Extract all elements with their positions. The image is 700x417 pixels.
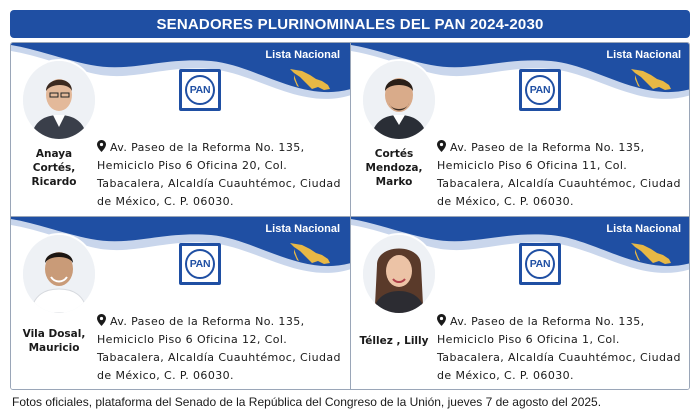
senator-name [13,147,95,189]
pan-logo-text: PAN [529,84,551,96]
pan-logo [179,69,221,111]
office-address [437,313,687,385]
senator-name-line: Anaya [35,148,73,160]
lista-nacional-badge: Lista Nacional [265,223,340,235]
senator-photo [363,61,435,139]
pan-logo [519,243,561,285]
lista-nacional-badge: Lista Nacional [606,49,681,61]
senator-name-line: Mendoza, [365,162,423,174]
office-address-text: Av. Paseo de la Reforma No. 135, Hemiciclo Piso 6 Oficina 1, Col. Tabacalera, Alcaldía Cuauhtémoc, Ciudad de México, C. P. 06030. [437,315,681,382]
senator-photo [23,235,95,313]
location-pin-icon [97,140,106,152]
senator-card [351,43,690,217]
senator-name-line: Mauricio [28,342,80,354]
senator-name-line: Marko [375,176,413,188]
senator-name [13,327,95,355]
office-address-text: Av. Paseo de la Reforma No. 135, Hemiciclo Piso 6 Oficina 20, Col. Tabacalera, Alcaldía Cuauhtémoc, Ciudad de México, C. P. 06030. [97,141,341,208]
pan-logo-text: PAN [189,84,211,96]
lista-nacional-badge: Lista Nacional [265,49,340,61]
senator-name [353,147,435,189]
office-address [97,313,347,385]
location-pin-icon [437,314,446,326]
senator-card [11,43,351,217]
pan-logo [519,69,561,111]
office-address-text: Av. Paseo de la Reforma No. 135, Hemiciclo Piso 6 Oficina 12, Col. Tabacalera, Alcaldía Cuauhtémoc, Ciudad de México, C. P. 06030. [97,315,341,382]
pan-logo-text: PAN [529,258,551,270]
page-title: SENADORES PLURINOMINALES DEL PAN 2024-2030 [156,15,544,33]
senator-name-line: Téllez , Lilly [359,335,429,347]
office-address-text: Av. Paseo de la Reforma No. 135, Hemiciclo Piso 6 Oficina 11, Col. Tabacalera, Alcaldía Cuauhtémoc, Ciudad de México, C. P. 06030. [437,141,681,208]
senators-grid [10,42,690,390]
mexico-map-icon [288,239,332,267]
pan-logo [179,243,221,285]
pan-logo-text: PAN [189,258,211,270]
lista-nacional-badge: Lista Nacional [606,223,681,235]
senator-card [11,217,351,390]
location-pin-icon [97,314,106,326]
senator-name-line: Cortés [374,148,414,160]
mexico-map-icon [629,239,673,267]
office-address [97,139,347,211]
office-address [437,139,687,211]
photo-credit-caption: Fotos oficiales, plataforma del Senado de la República del Congreso de la Unión, jueves 7 de agosto del 2025. [12,395,602,409]
senator-name-line: Vila Dosal, [22,328,86,340]
senator-name-line: Ricardo [31,176,77,188]
mexico-map-icon [629,65,673,93]
mexico-map-icon [288,65,332,93]
senator-photo [363,235,435,313]
senator-card [351,217,690,390]
senator-name-line: Cortés, [32,162,76,174]
senator-photo [23,61,95,139]
location-pin-icon [437,140,446,152]
senator-name [353,334,435,348]
header-banner [10,10,690,38]
